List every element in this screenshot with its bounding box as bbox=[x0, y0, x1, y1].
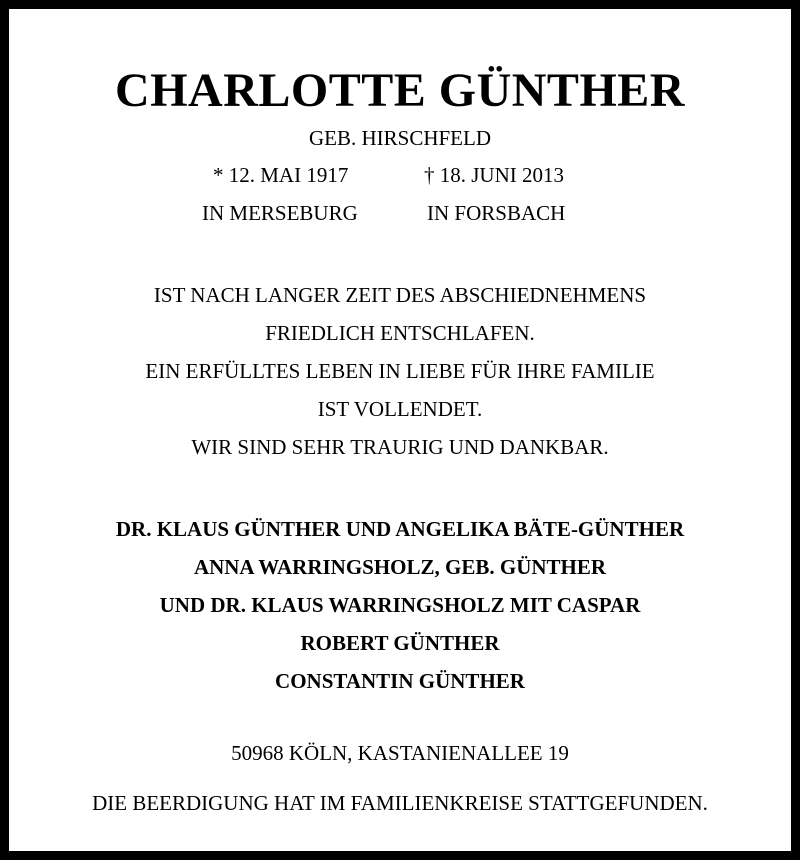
deceased-name: CHARLOTTE GÜNTHER bbox=[115, 64, 685, 117]
message-line-1: IST NACH LANGER ZEIT DES ABSCHIEDNEHMENS bbox=[153, 283, 647, 307]
birth-place: IN MERSEBURG bbox=[202, 201, 358, 225]
message-line-4: IST VOLLENDET. bbox=[317, 397, 483, 421]
mourner-line-1: DR. KLAUS GÜNTHER UND ANGELIKA BÄTE-GÜNTHER bbox=[115, 517, 685, 541]
death-date: † 18. JUNI 2013 bbox=[424, 163, 564, 187]
mourner-line-3: UND DR. KLAUS WARRINGSHOLZ MIT CASPAR bbox=[159, 593, 641, 617]
message-line-5: WIR SIND SEHR TRAURIG UND DANKBAR. bbox=[191, 435, 609, 459]
message-line-2: FRIEDLICH ENTSCHLAFEN. bbox=[265, 321, 535, 345]
mourner-line-4: ROBERT GÜNTHER bbox=[300, 631, 500, 655]
funeral-note: DIE BEERDIGUNG HAT IM FAMILIENKREISE STATTGEFUNDEN. bbox=[92, 791, 708, 815]
birth-date: * 12. MAI 1917 bbox=[213, 163, 349, 187]
maiden-name: GEB. HIRSCHFELD bbox=[308, 126, 492, 150]
death-place: IN FORSBACH bbox=[427, 201, 566, 225]
message-line-3: EIN ERFÜLLTES LEBEN IN LIEBE FÜR IHRE FAMILIE bbox=[145, 359, 655, 383]
address: 50968 KÖLN, KASTANIENALLEE 19 bbox=[231, 741, 569, 765]
mourner-line-2: ANNA WARRINGSHOLZ, GEB. GÜNTHER bbox=[193, 555, 607, 579]
mourner-line-5: CONSTANTIN GÜNTHER bbox=[275, 669, 525, 693]
